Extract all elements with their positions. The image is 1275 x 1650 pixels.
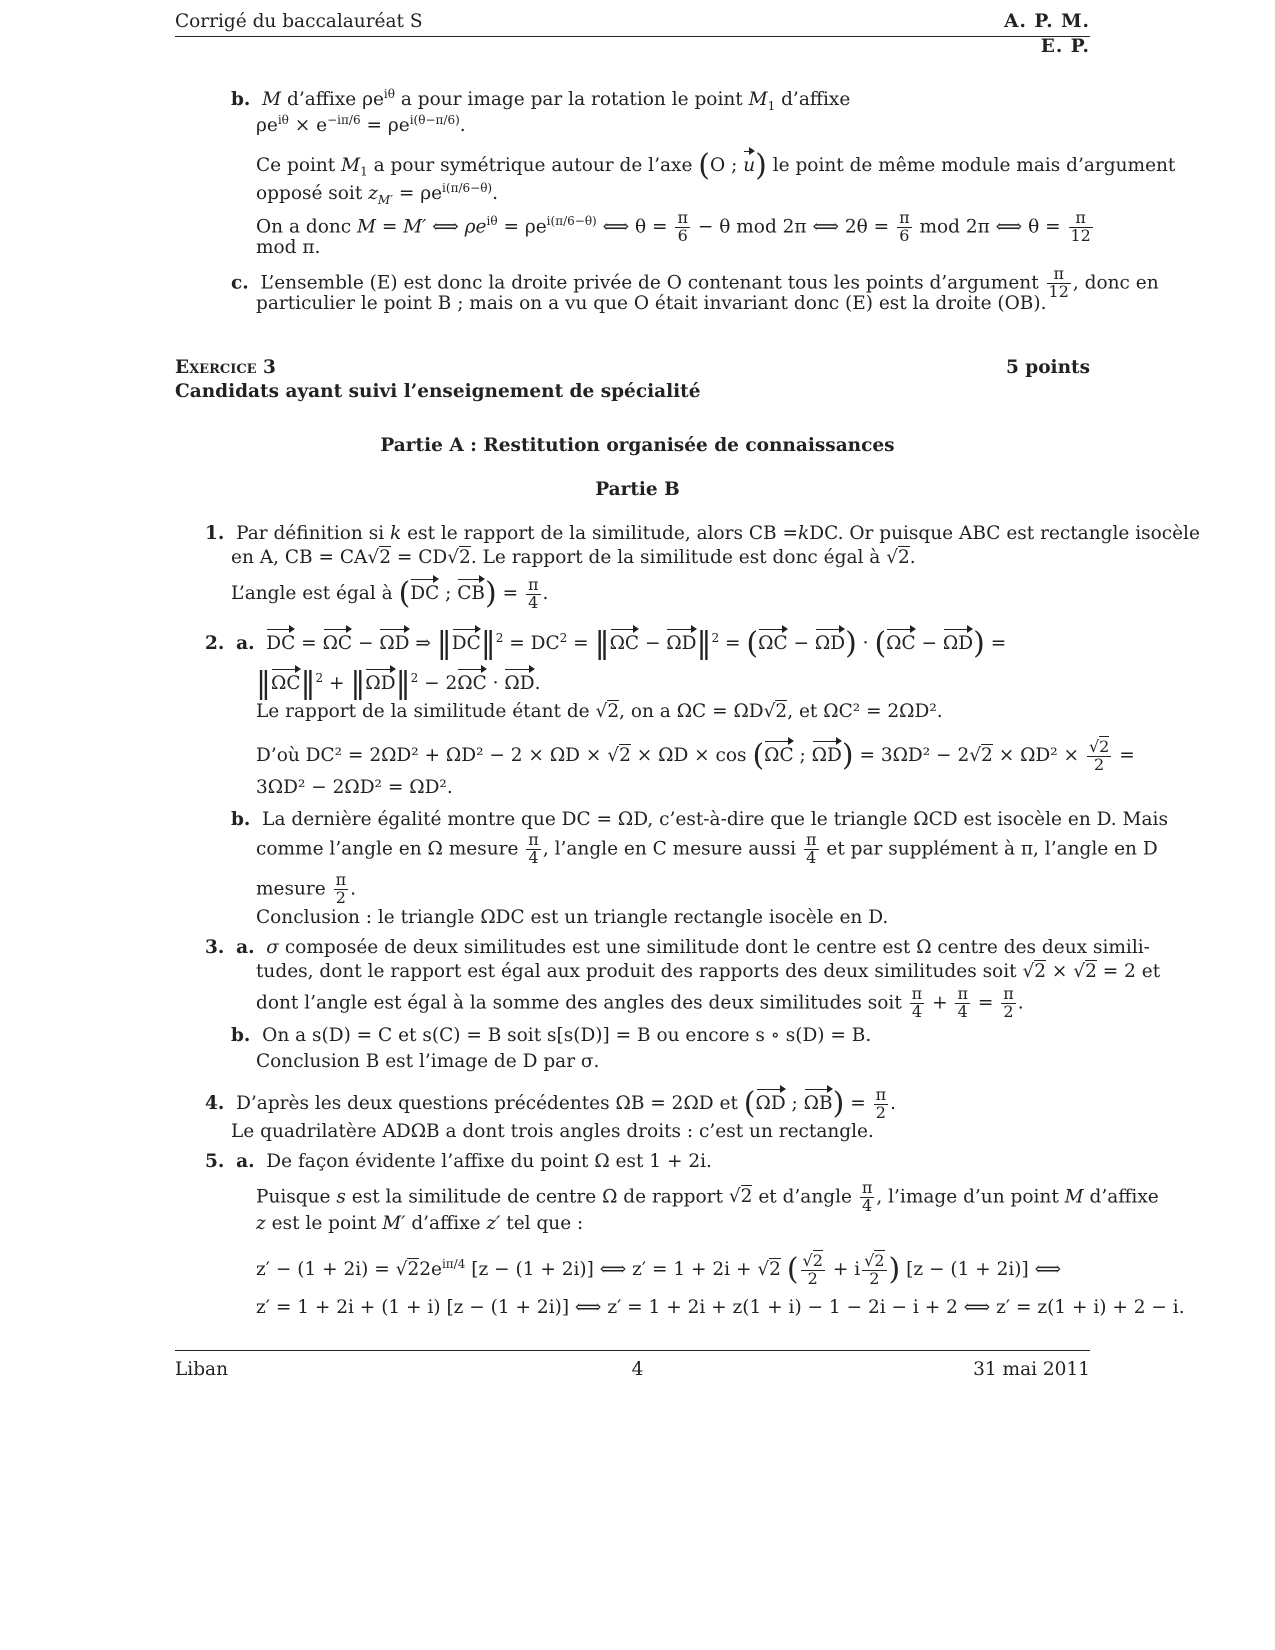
footer-right: 31 mai 2011 [973, 1359, 1090, 1380]
q3a-line3: dont l’angle est égal à la somme des angles des deux similitudes soit $\frac{\pi}{4}$ + $\frac{\pi}{4}$ = $\frac{\pi}{2}$ . [256, 984, 1024, 1021]
q2a-line4: D’où DC² = 2ΩD² + ΩD² − 2 × ΩD × √ 2 × ΩD × cos (ΩC ; ΩD) = 3ΩD² − 2√ 2 × ΩD² × √ $\frac{2}{2}$ = [256, 736, 1135, 777]
q5a-line3: z est le point M′ d’affixe z′ tel que : [256, 1213, 584, 1234]
q2b-line3: mesure $\frac{\pi}{2}$ . [256, 870, 356, 907]
q1-line1: 1. Par définition si k est le rapport de la similitude, alors CB =kDC. Or puisque ABC est rectangle isocèle [205, 523, 1200, 544]
q1-line3: L’angle est égal à (DC ; CB) = $\frac{\pi}{4}$ . [231, 574, 549, 612]
q5a-line5: z′ = 1 + 2i + (1 + i) [z − (1 + 2i)] ⟺ z′ = 1 + 2i + z(1 + i) − 1 − 2i − i + 2 ⟺ z′ = z(1 + i) + 2 − i. [256, 1297, 1185, 1318]
q4-line1: 4. D’après les deux questions précédentes ΩB = 2ΩD et (ΩD ; ΩB) = $\frac{\pi}{2}$ . [205, 1084, 896, 1122]
q3a-line2: tudes, dont le rapport est égal aux produit des rapports des deux similitudes soit √ 2 × √ 2 = 2 et [256, 960, 1160, 985]
q3b-line1: b. On a s(D) = C et s(C) = B soit s[s(D)] = B ou encore s ∘ s(D) = B. [231, 1025, 872, 1046]
q2a-line3: Le rapport de la similitude étant de √ 2, on a ΩC = ΩD√ 2, et ΩC² = 2ΩD². [256, 700, 943, 725]
q3b-line2: Conclusion B est l’image de D par σ. [256, 1051, 600, 1072]
q4-line2: Le quadrilatère ADΩB a dont trois angles droits : c’est un rectangle. [231, 1121, 874, 1142]
exercise-title: Exercice 3 [175, 357, 276, 378]
page-number: 4 [631, 1359, 644, 1380]
q5a-line1: 5. a. De façon évidente l’affixe du point Ω est 1 + 2i. [205, 1151, 712, 1172]
item-b-line5: On a donc M = M′ ⟺ $\rho e^{i\theta} = \rho e^{i(\pi/6-\theta)}$ ⟺ θ = $\frac{\pi}{6}$ − θ mod 2π ⟺ 2θ = $\frac{\pi}{6}$ mod 2π ⟺ θ = $\frac{\pi}{12}$ [256, 208, 1091, 245]
footer-left: Liban [175, 1359, 228, 1380]
q2a-line1: 2. a. DC = ΩC − ΩD ⇒ ‖DC‖$^2$ = $DC^2$ = ‖ΩC − ΩD‖$^2$ = (ΩC − ΩD) · (ΩC − ΩD) = [205, 626, 1007, 661]
q2b-line4: Conclusion : le triangle ΩDC est un triangle rectangle isocèle en D. [256, 907, 889, 928]
q2a-line5: 3ΩD² − 2ΩD² = ΩD². [256, 777, 453, 798]
item-b-line2: $\rho e^{i\theta} \times e^{-i\pi/6} = \rho e^{i(\theta-\pi/6)}$. [256, 113, 466, 137]
part-b-title: Partie B [595, 479, 680, 500]
item-c-line2: particulier le point B ; mais on a vu que O était invariant donc (E) est la droite (OB). [256, 293, 1047, 314]
header-right: A. P. M. E. P. [1004, 11, 1090, 57]
item-b-line3: Ce point $M_1$ a pour symétrique autour de l’axe (O ; u) le point de même module mais d’argument [256, 148, 1176, 183]
item-b-line4: opposé soit $z_{M'} = \rho e^{i(\pi/6-\theta)}$. [256, 181, 499, 207]
part-a-title: Partie A : Restitution organisée de connaissances [380, 435, 895, 456]
item-c-line1: c. L’ensemble (E) est donc la droite privée de O contenant tous les points d’argument $\frac{\pi}{12}$ , donc en [231, 264, 1159, 301]
header-left: Corrigé du baccalauréat S [175, 11, 423, 32]
q1-line2: en A, CB = CA√ 2 = CD√ 2. Le rapport de la similitude est donc égal à √ 2. [231, 546, 916, 571]
footer-rule [175, 1350, 1090, 1351]
exercise-subtitle: Candidats ayant suivi l’enseignement de spécialité [175, 381, 701, 402]
item-b-line1: b. M d’affixe $\rho e^{i\theta}$ a pour image par la rotation le point $M_1$ d’affixe [231, 87, 851, 113]
q2a-line2: ‖ΩC‖$^2$ + ‖ΩD‖$^2$ − 2ΩC · ΩD. [256, 666, 541, 701]
header-rule [175, 36, 1090, 37]
item-b-line6: mod π. [256, 237, 321, 258]
q5a-line2: Puisque s est la similitude de centre Ω de rapport √ 2 et d’angle $\frac{\pi}{4}$ , l’image d’un point M d’affixe [256, 1180, 1159, 1215]
q3a-line1: 3. a. σ composée de deux similitudes est une similitude dont le centre est Ω centre des deux simili- [205, 937, 1150, 958]
q2b-line2: comme l’angle en Ω mesure $\frac{\pi}{4}$ , l’angle en C mesure aussi $\frac{\pi}{4}$ et par supplément à π, l’angle en D [256, 830, 1158, 867]
q5a-line4: z′ − (1 + 2i) = √ $22e^{i\pi/4}$ [z − (1 + 2i)] ⟺ z′ = 1 + 2i + √ 2 ( √ $\frac{2}{2}$ + i √ $\frac{2}{2}$ ) [z − (1 + 2i)] ⟺ [256, 1250, 1061, 1291]
q2b-line1: b. La dernière égalité montre que DC = ΩD, c’est-à-dire que le triangle ΩCD est isocèle en D. Mais [231, 809, 1168, 830]
exercise-points: 5 points [1005, 357, 1090, 378]
